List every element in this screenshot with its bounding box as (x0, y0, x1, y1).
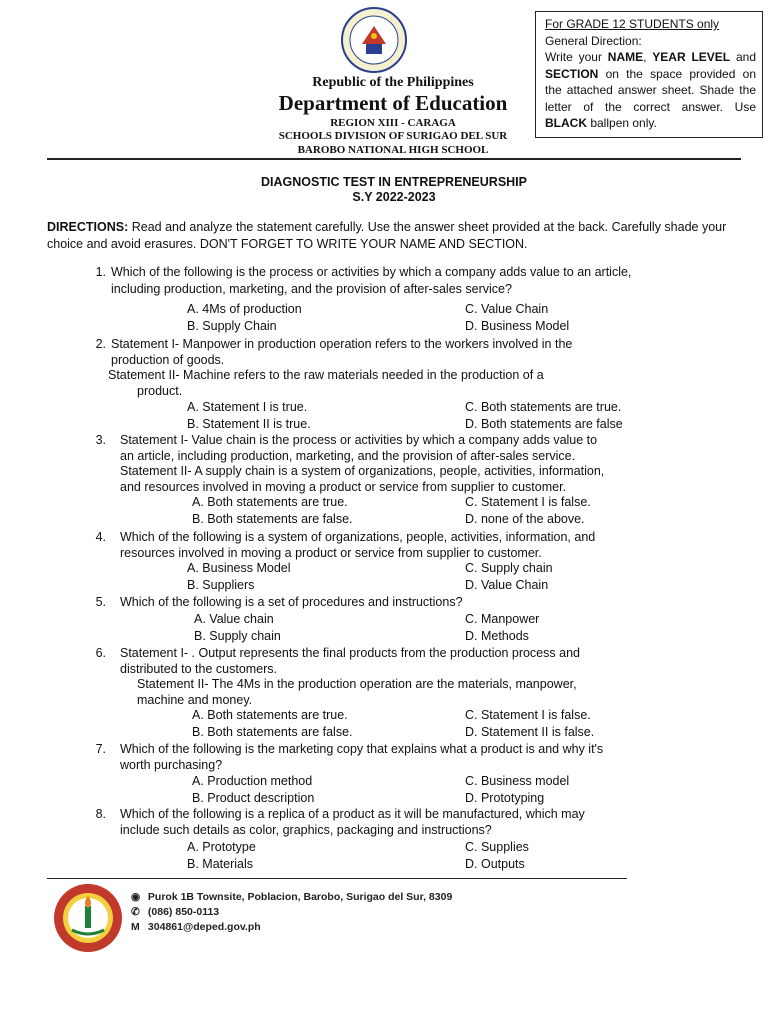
answer-option-d: D. Both statements are false (465, 417, 623, 431)
answer-option-c: C. Value Chain (465, 302, 549, 316)
deped-seal-logo (340, 6, 408, 74)
answer-option-c: C. Manpower (465, 612, 540, 626)
question-text-line: Which of the following is the process or activities by which a company adds value to an article, (111, 265, 632, 279)
phone-icon: ✆ (131, 906, 140, 918)
answer-option-d: D. none of the above. (465, 512, 585, 526)
answer-option-d: D. Methods (465, 629, 529, 643)
question-text-line: Which of the following is a replica of a product as it will be manufactured, which may (120, 807, 585, 821)
question-text-line: an article, including production, marketing, and the provision of after-sales service. (120, 448, 576, 463)
directions-label: DIRECTIONS: (47, 220, 129, 234)
notice-heading: General Direction: (545, 33, 642, 48)
directions-paragraph (47, 219, 747, 253)
question-text-line: Which of the following is a set of procedures and instructions? (120, 595, 463, 609)
notice-direction: Write your NAME, YEAR LEVEL and SECTION on the space provided on the attached answer sheet. Shade the letter of the correct answer. Use BLACK ballpen only. (545, 50, 756, 130)
answer-option-d: D. Prototyping (465, 791, 545, 805)
answer-option-d: D. Outputs (465, 857, 525, 871)
school-logo (52, 882, 124, 954)
question-text-line: Statement I- Value chain is the process or activities by which a company adds value to (120, 433, 598, 447)
answer-option-a: A. Value chain (194, 612, 274, 626)
question-text-line: Statement II- A supply chain is a system of organizations, people, activities, information, (120, 464, 605, 478)
answer-option-c: C. Statement I is false. (465, 495, 591, 509)
answer-option-b: B. Supply chain (194, 629, 281, 643)
school-heading: BAROBO NATIONAL HIGH SCHOOL (297, 144, 489, 156)
question-text-line: Statement I- Manpower in production operation refers to the workers involved in the (111, 337, 573, 351)
question-text-line: including production, marketing, and the provision of after-sales service? (111, 281, 512, 296)
answer-option-c: C. Supplies (465, 840, 529, 854)
header-divider (47, 158, 741, 160)
question-text-line: distributed to the customers. (120, 661, 278, 676)
question-number: 6. (95, 646, 106, 660)
answer-option-a: A. Both statements are true. (192, 495, 348, 509)
answer-option-b: B. Materials (187, 857, 253, 871)
notice-grade: For GRADE 12 STUDENTS only (545, 17, 720, 31)
footer-address: ◉ Purok 1B Townsite, Poblacion, Barobo, Surigao del Sur, 8309 (131, 891, 453, 903)
footer-email: M 304861@deped.gov.ph (131, 921, 261, 933)
question-text-line: Which of the following is a system of organizations, people, activities, information, and (120, 530, 596, 544)
question-text-line: machine and money. (137, 692, 253, 707)
test-title: DIAGNOSTIC TEST IN ENTREPRENEURSHIP (261, 175, 527, 189)
answer-option-c: C. Supply chain (465, 561, 553, 575)
question-text-line: production of goods. (111, 352, 225, 367)
answer-option-a: A. Production method (192, 774, 313, 788)
footer-divider (47, 878, 627, 879)
division-heading: SCHOOLS DIVISION OF SURIGAO DEL SUR (278, 130, 508, 142)
question-number: 5. (95, 595, 106, 609)
answer-option-a: A. Prototype (187, 840, 256, 854)
republic-heading: Republic of the Philippines (312, 75, 474, 90)
answer-option-d: D. Business Model (465, 319, 570, 333)
answer-option-b: B. Both statements are false. (192, 512, 353, 526)
answer-option-b: B. Suppliers (187, 578, 255, 592)
email-icon: M (131, 921, 140, 933)
footer-phone: ✆ (086) 850-0113 (131, 906, 220, 918)
answer-option-b: B. Product description (192, 791, 315, 805)
question-number: 7. (95, 742, 106, 756)
location-icon: ◉ (131, 891, 141, 903)
answer-option-c: C. Business model (465, 774, 570, 788)
answer-option-a: A. Both statements are true. (192, 708, 348, 722)
question-text-line: resources involved in moving a product or service from supplier to customer. (120, 545, 542, 560)
school-year: S.Y 2022-2023 (352, 190, 436, 204)
region-heading: REGION XIII - CARAGA (330, 117, 456, 129)
answer-option-b: B. Statement II is true. (187, 417, 311, 431)
answer-option-b: B. Both statements are false. (192, 725, 353, 739)
question-text-line: Statement II- The 4Ms in the production operation are the materials, manpower, (137, 677, 577, 691)
question-number: 8. (95, 807, 106, 821)
answer-option-d: D. Value Chain (465, 578, 549, 592)
answer-option-c: C. Both statements are true. (465, 400, 622, 414)
answer-option-a: A. 4Ms of production (187, 302, 302, 316)
answer-option-a: A. Business Model (187, 561, 291, 575)
question-text-line: Statement II- Machine refers to the raw materials needed in the production of a (108, 368, 544, 382)
question-number: 1. (95, 265, 106, 279)
answer-option-c: C. Statement I is false. (465, 708, 591, 722)
answer-option-d: D. Statement II is false. (465, 725, 595, 739)
answer-option-b: B. Supply Chain (187, 319, 277, 333)
question-number: 3. (95, 433, 106, 447)
student-notice-box (535, 11, 763, 138)
directions-text: Read and analyze the statement carefully. Use the answer sheet provided at the back. Carefully shade your choice and avoid erasures. DON'T FORGET TO WRITE YOUR NAME AND SECTION. (47, 220, 727, 251)
question-text-line: Which of the following is the marketing copy that explains what a product is and why it's (120, 742, 604, 756)
question-number: 2. (95, 337, 106, 351)
question-text-line: worth purchasing? (120, 757, 223, 772)
department-heading: Department of Education (278, 91, 508, 115)
question-number: 4. (95, 530, 106, 544)
answer-option-a: A. Statement I is true. (187, 400, 308, 414)
question-text-line: and resources involved in moving a product or service from supplier to customer. (120, 479, 567, 494)
question-text-line: Statement I- . Output represents the final products from the production process and (120, 646, 580, 660)
question-text-line: include such details as color, graphics, packaging and instructions? (120, 822, 492, 837)
question-text-line: product. (137, 383, 183, 398)
